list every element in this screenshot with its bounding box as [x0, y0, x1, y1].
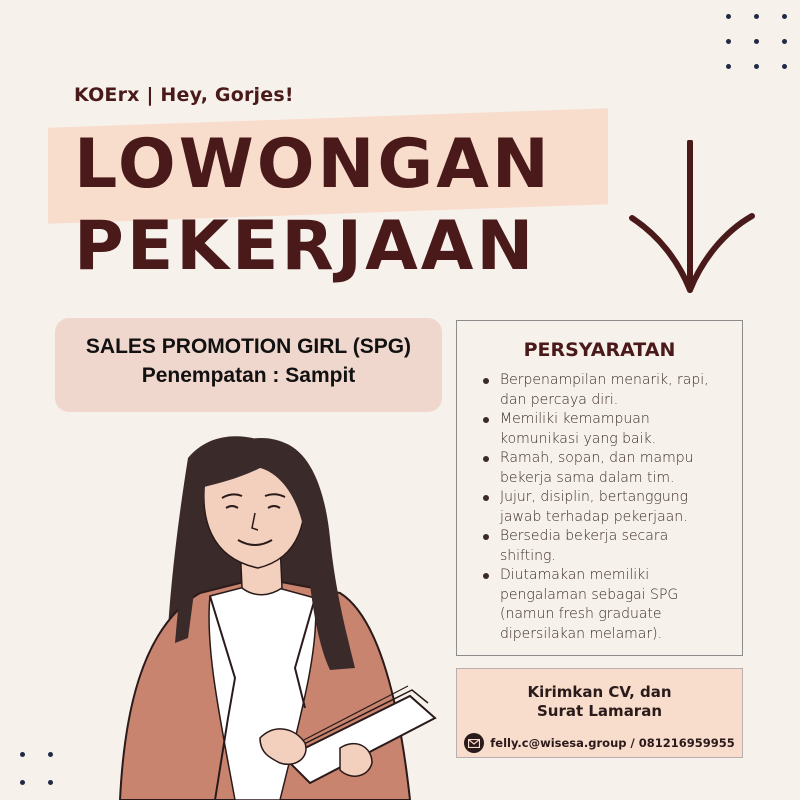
contact-text[interactable]: felly.c@wisesa.group / 081216959955	[490, 736, 735, 750]
headline-line-2: PEKERJAAN	[74, 207, 537, 286]
requirement-item	[483, 566, 728, 644]
bullet-icon	[483, 573, 489, 579]
position-placement: Penempatan : Sampit	[141, 364, 356, 387]
brand-name: KOErx | Hey, Gorjes!	[74, 84, 294, 106]
requirement-text: Ramah, sopan, dan mampu bekerja sama dalam tim.	[500, 450, 694, 486]
requirement-item	[483, 371, 728, 410]
position-box	[55, 318, 442, 412]
requirement-item	[483, 527, 728, 566]
apply-box	[456, 668, 743, 758]
requirements-box	[456, 320, 743, 656]
mail-icon	[464, 733, 484, 753]
position-title: SALES PROMOTION GIRL (SPG)	[85, 335, 412, 358]
requirement-text: Diutamakan memiliki pengalaman sebagai SPG (namun fresh graduate dipersilakan melamar).	[500, 567, 679, 642]
bullet-icon	[483, 534, 489, 540]
apply-line-2: Surat Lamaran	[536, 702, 663, 720]
bullet-icon	[483, 417, 489, 423]
requirement-item	[483, 488, 728, 527]
headline-line-1: LOWONGAN	[74, 125, 552, 204]
requirement-text: Memiliki kemampuan komunikasi yang baik.	[500, 411, 657, 447]
woman-illustration	[110, 418, 450, 800]
bullet-icon	[483, 495, 489, 501]
arrow-down-icon	[628, 140, 756, 295]
contact-row	[457, 733, 742, 753]
requirement-text: Jujur, disiplin, bertanggung jawab terhadap pekerjaan.	[500, 489, 688, 525]
bullet-icon	[483, 456, 489, 462]
requirements-title: PERSYARATAN	[523, 339, 676, 361]
bullet-icon	[483, 378, 489, 384]
requirement-text: Berpenampilan menarik, rapi, dan percaya diri.	[500, 372, 709, 408]
requirement-item	[483, 410, 728, 449]
apply-line-1: Kirimkan CV, dan	[527, 683, 672, 701]
headline	[74, 124, 552, 288]
requirements-list	[483, 371, 728, 644]
requirement-text: Bersedia bekerja secara shifting.	[500, 528, 669, 564]
requirement-item	[483, 449, 728, 488]
